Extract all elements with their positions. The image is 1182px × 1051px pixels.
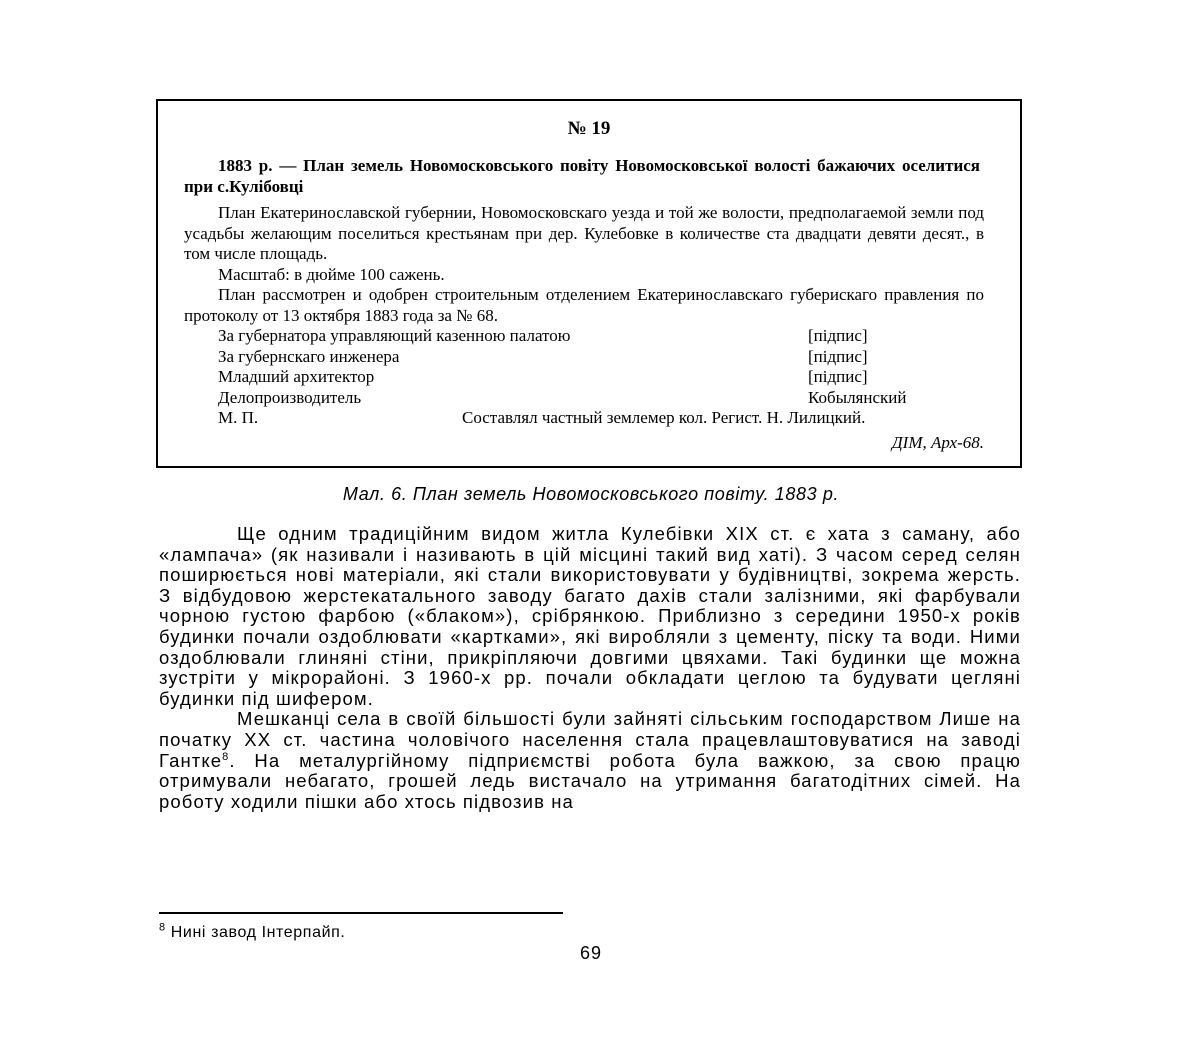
surveyor-note: Составлял частный землемер кол. Регист. Н. Лилицкий.: [462, 408, 866, 427]
text-paragraph: Ще одним традиційним видом житла Кулебівки XIX ст. є хата з саману, або «лампача» (як називали і називають в цій місцині такий вид хаті). З часом серед селян поширюється нові матеріали, які стали використовувати у будівництві, зокрема жерсть. З відбудовою жерстекатального заводу багато дахів стали залізними, які фарбували чорною густою фарбою («блаком»), срібрянкою. Приблизно з середини 1950-х років будинки почали оздоблювати «картками», які виробляли з цементу, піску та води. Ними оздоблювали глиняні стіни, прикріпляючи довгими цвяхами. Такі будинки ще можна зустріти у мікрорайоні. З 1960-х рр. почали обкладати цеглою та будувати цегляні будинки під шифером.: [159, 523, 1021, 709]
signature-title: Делопроизводитель: [218, 387, 362, 407]
footnote-mark: 8: [159, 921, 166, 934]
footnote-text: Нині завод Інтерпайп.: [165, 924, 346, 941]
signature-row: [184, 388, 984, 409]
signature-mark: Кобылянский: [808, 387, 907, 407]
signature-row: [184, 326, 984, 347]
signature-title: Младший архитектор: [218, 367, 375, 386]
signature-title: За губернатора управляющий казенною палатою: [218, 326, 571, 345]
document-scale: Масштаб: в дюйме 100 сажень.: [218, 264, 445, 284]
archive-reference: ДІМ, Арх-68.: [891, 433, 984, 452]
page-number: 69: [579, 943, 603, 963]
archival-document-box: [156, 99, 1022, 468]
signature-mark: [підпис]: [808, 367, 868, 386]
document-paragraph: План Екатеринославской губернии, Новомосковскаго уезда и той же волости, предполагаемой земли под усадьбы желающим поселиться крестьянам при дер. Кулебовке в количестве ста двадцати девяти десят., в том числе площадь.: [184, 203, 984, 263]
signature-row: [184, 347, 984, 368]
document-body: [184, 203, 984, 429]
document-heading: 1883 р. — План земель Новомосковського повіту Новомосковської волості бажаючих оселитися при с.Кулібовці: [184, 156, 980, 196]
seal-row: [184, 408, 984, 429]
main-text: [159, 524, 1021, 812]
signature-row: [184, 367, 984, 388]
footnote-reference[interactable]: 8: [222, 750, 230, 763]
footnote: [159, 921, 346, 942]
seal-label: М. П.: [218, 408, 259, 427]
document-number: № 19: [567, 118, 611, 139]
footnote-divider: [159, 912, 563, 914]
signature-mark: [підпис]: [808, 346, 868, 366]
text-fragment: Мешканці села в своїй більшості були зайняті сільським господарством Лише на початку XX ст. частина чоловічого населення стала працевлаштовуватися на заводі Гантке: [159, 708, 1021, 771]
signature-mark: [підпис]: [808, 326, 868, 345]
figure-caption: Мал. 6. План земель Новомосковського повіту. 1883 р.: [342, 484, 840, 504]
signature-title: За губернскаго инженера: [218, 346, 400, 366]
document-paragraph: План рассмотрен и одобрен строительным отделением Екатеринославскаго губерискаго правления по протоколу от 13 октября 1883 года за № 68.: [184, 285, 984, 325]
text-fragment: . На металургійному підприємстві робота була важкою, за свою працю отримували небагато, грошей ледь вистачало на утримання багатодітних сімей. На роботу ходили пішки або хтось підвозив на: [159, 749, 1021, 812]
text-paragraph: [159, 709, 1021, 812]
